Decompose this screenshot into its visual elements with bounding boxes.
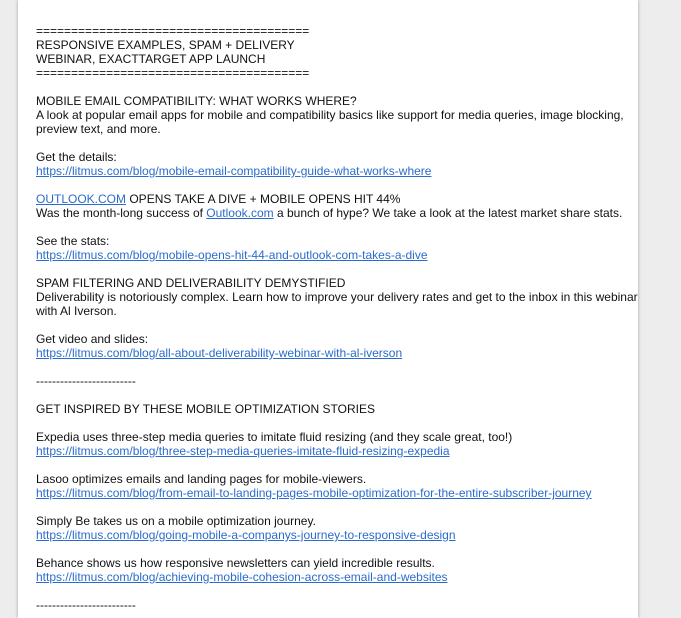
section-1-cta-label: Get the details: (36, 150, 117, 164)
divider-end: ------------------------- (36, 598, 136, 612)
story-link[interactable]: https://litmus.com/blog/from-email-to-landing-pages-mobile-optimization-for-the-entire-subscriber-journey (36, 486, 592, 500)
section-2-body-before: Was the month-long success of (36, 206, 207, 220)
section-3-heading: SPAM FILTERING AND DELIVERABILITY DEMYSTIFIED (36, 276, 346, 290)
section-2-cta-label: See the stats: (36, 234, 110, 248)
story-link[interactable]: https://litmus.com/blog/going-mobile-a-companys-journey-to-responsive-design (36, 528, 456, 542)
outlook-com-body-link[interactable]: Outlook.com (206, 206, 274, 220)
header-title-line-2: WEBINAR, EXACTTARGET APP LAUNCH (36, 52, 266, 66)
section-1-body: A look at popular email apps for mobile and compatibility basics like support for media queries, image blocking, preview text, and more. (36, 108, 624, 136)
section-2-body-after: a bunch of hype? We take a look at the latest market share stats. (273, 206, 623, 220)
outlook-com-heading-link[interactable]: OUTLOOK.COM (36, 192, 127, 206)
story-link[interactable]: https://litmus.com/blog/achieving-mobile-cohesion-across-email-and-websites (36, 570, 448, 584)
section-2-heading-text: OPENS TAKE A DIVE + MOBILE OPENS HIT 44% (126, 192, 401, 206)
email-document-page (18, 0, 638, 618)
section-3-link[interactable]: https://litmus.com/blog/all-about-deliverability-webinar-with-al-iverson (36, 346, 403, 360)
section-3-cta-label: Get video and slides: (36, 332, 149, 346)
section-1-link[interactable]: https://litmus.com/blog/mobile-email-compatibility-guide-what-works-where (36, 164, 432, 178)
section-2-body (36, 206, 640, 220)
section-1-heading: MOBILE EMAIL COMPATIBILITY: WHAT WORKS WHERE? (36, 94, 357, 108)
header-rule-top: ======================================= (36, 24, 310, 38)
story-text: Expedia uses three-step media queries to imitate fluid resizing (and they scale great, too!) (36, 430, 513, 444)
email-body (36, 24, 640, 612)
section-3-body: Deliverability is notoriously complex. Learn how to improve your delivery rates and get to the inbox in this webinar with Al Iverson. (36, 290, 638, 318)
section-2-heading (36, 192, 640, 206)
stories-heading: GET INSPIRED BY THESE MOBILE OPTIMIZATION STORIES (36, 402, 375, 416)
story-text: Behance shows us how responsive newsletters can yield incredible results. (36, 556, 435, 570)
header-rule-bottom: ======================================= (36, 66, 310, 80)
story-text: Simply Be takes us on a mobile optimization journey. (36, 514, 316, 528)
section-2-link[interactable]: https://litmus.com/blog/mobile-opens-hit-44-and-outlook-com-takes-a-dive (36, 248, 428, 262)
divider: ------------------------- (36, 374, 136, 388)
story-link[interactable]: https://litmus.com/blog/three-step-media-queries-imitate-fluid-resizing-expedia (36, 444, 450, 458)
header-title-line-1: RESPONSIVE EXAMPLES, SPAM + DELIVERY (36, 38, 295, 52)
story-text: Lasoo optimizes emails and landing pages for mobile-viewers. (36, 472, 367, 486)
